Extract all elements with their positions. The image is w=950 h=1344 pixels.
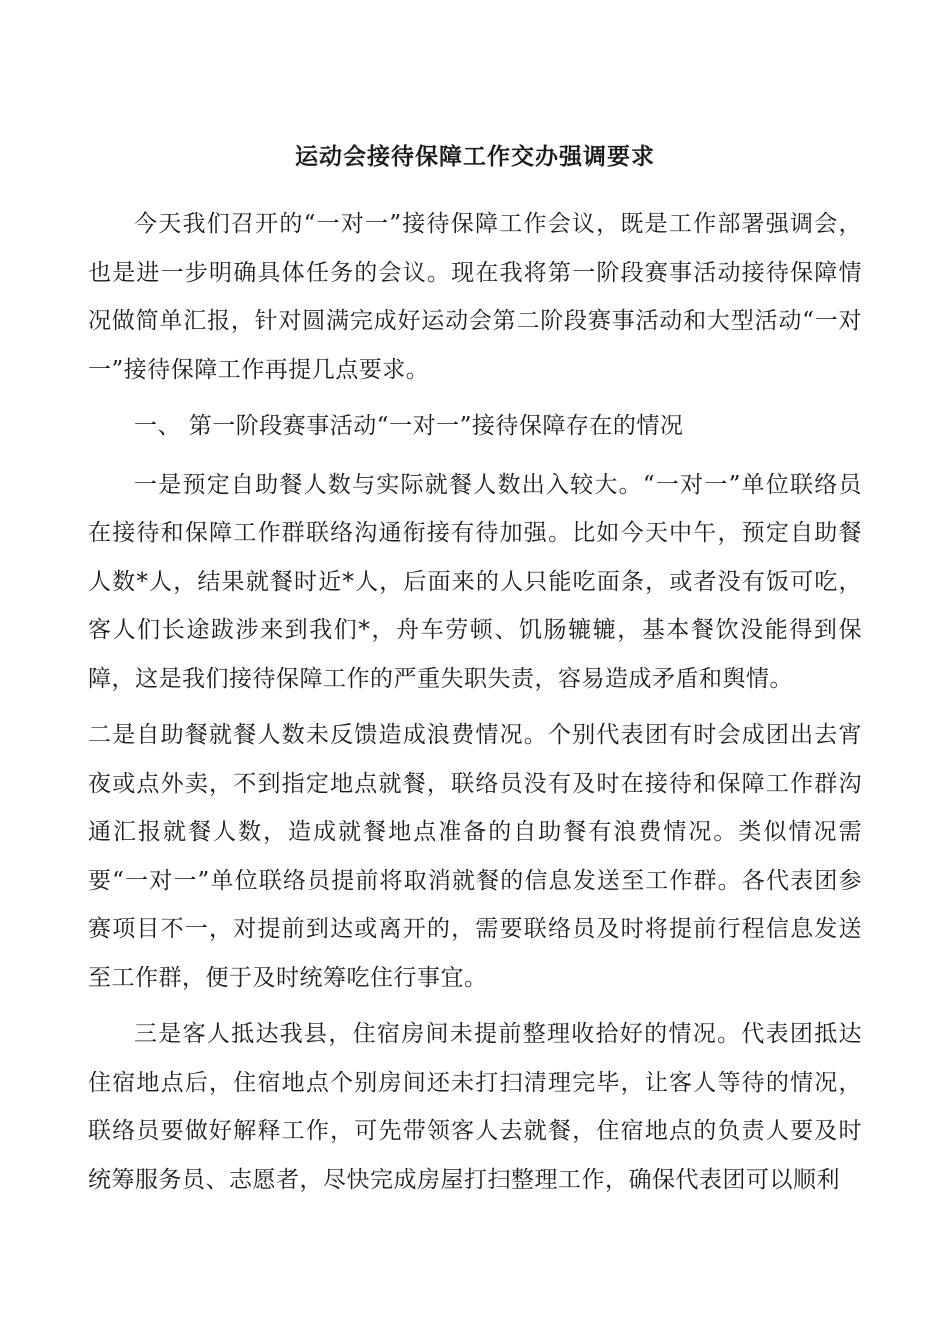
paragraph-point-1: 一是预定自助餐人数与实际就餐人数出入较大。“一对一”单位联络员在接待和保障工作群联络沟通衔接有待加强。比如今天中午，预定自助餐人数*人，结果就餐时近*人，后面来的人只能吃面条，或者没有饭可吃，客人们长途跋涉来到我们*，舟车劳顿、饥肠辘辘，基本餐饮没能得到保障，这是我们接待保障工作的严重失职失责，容易造成矛盾和舆情。 (88, 471, 862, 692)
paragraph-point-3: 三是客人抵达我县，住宿房间未提前整理收拾好的情况。代表团抵达住宿地点后，住宿地点个别房间还未打扫清理完毕，让客人等待的情况，联络员要做好解释工作，可先带领客人去就餐，住宿地点的负责人要及时统筹服务员、志愿者，尽快完成房屋打扫整理工作，确保代表团可以顺利 (88, 1021, 862, 1193)
document-title: 运动会接待保障工作交办强调要求 (295, 143, 655, 170)
paragraph-point-2: 二是自助餐就餐人数未反馈造成浪费情况。个别代表团有时会成团出去宵夜或点外卖，不到指定地点就餐，联络员没有及时在接待和保障工作群沟通汇报就餐人数，造成就餐地点准备的自助餐有浪费情况。类似情况需要“一对一”单位联络员提前将取消就餐的信息发送至工作群。各代表团参赛项目不一，对提前到达或离开的，需要联络员及时将提前行程信息发送至工作群，便于及时统筹吃住行事宜。 (88, 722, 862, 991)
section-heading-1: 一、 第一阶段赛事活动“一对一”接待保障存在的情况 (134, 413, 684, 439)
paragraph-intro: 今天我们召开的“一对一”接待保障工作会议，既是工作部署强调会，也是进一步明确具体任务的会议。现在我将第一阶段赛事活动接待保障情况做简单汇报，针对圆满完成好运动会第二阶段赛事活动和大型活动“一对一”接待保障工作再提几点要求。 (88, 211, 862, 383)
